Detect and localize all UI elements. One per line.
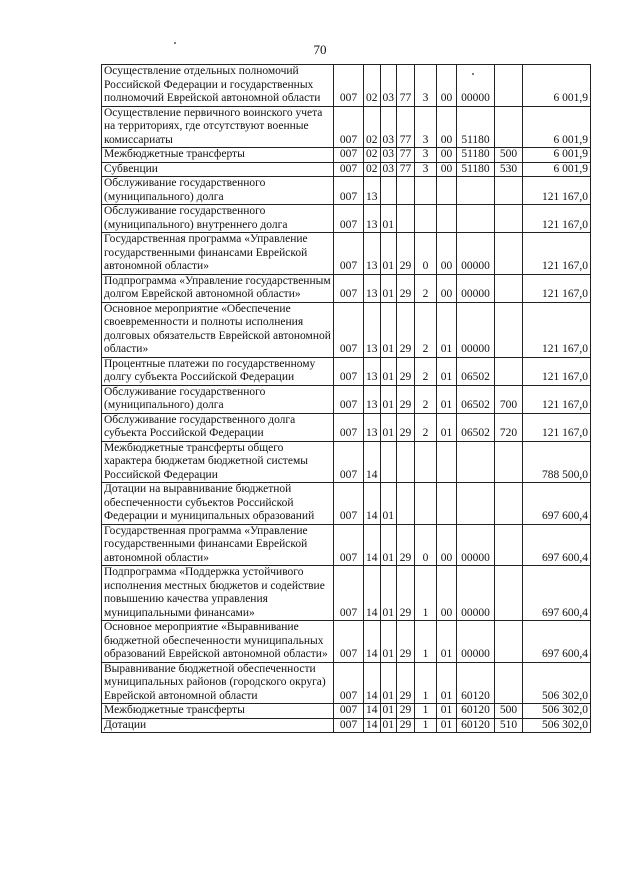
table-row [102, 718, 591, 733]
section-code-cell: 14 [364, 524, 381, 566]
subsection-code-cell: 03 [380, 148, 397, 163]
expense-type-code-cell [495, 233, 523, 275]
ministry-code-cell: 007 [334, 274, 364, 302]
ministry-code-cell: 007 [334, 621, 364, 663]
subsection-code-cell: 01 [380, 566, 397, 621]
table-row [102, 274, 591, 302]
section-code-cell: 14 [364, 704, 381, 719]
direction-code-cell: 00000 [457, 524, 495, 566]
row-name-cell: Основное мероприятие «Выравнивание бюджетной обеспеченности муниципальных образований Еврейской автономной области» [102, 621, 334, 663]
row-name-cell: Подпрограмма «Управление государственным долгом Еврейской автономной области» [102, 274, 334, 302]
ministry-code-cell: 007 [334, 704, 364, 719]
subprogram-code-cell: 1 [415, 566, 437, 621]
subprogram-code-cell [415, 205, 437, 233]
amount-cell: 506 302,0 [523, 662, 591, 704]
ministry-code-cell: 007 [334, 483, 364, 525]
program-code-cell: 29 [397, 233, 415, 275]
section-code-cell: 13 [364, 357, 381, 385]
section-code-cell: 13 [364, 302, 381, 357]
table-row [102, 662, 591, 704]
program-code-cell: 29 [397, 718, 415, 733]
program-code-cell: 29 [397, 621, 415, 663]
section-code-cell: 13 [364, 274, 381, 302]
activity-code-cell: 01 [437, 357, 457, 385]
page-number: 70 [313, 42, 327, 57]
program-code-cell: 29 [397, 704, 415, 719]
activity-code-cell: 00 [437, 106, 457, 148]
direction-code-cell: 51180 [457, 148, 495, 163]
activity-code-cell: 00 [437, 162, 457, 177]
row-name-cell: Обслуживание государственного долга субъекта Российской Федерации [102, 413, 334, 441]
activity-code-cell [437, 205, 457, 233]
ministry-code-cell: 007 [334, 718, 364, 733]
subprogram-code-cell: 1 [415, 621, 437, 663]
subsection-code-cell: 01 [380, 662, 397, 704]
subprogram-code-cell [415, 441, 437, 483]
subprogram-code-cell: 3 [415, 148, 437, 163]
subsection-code-cell: 01 [380, 385, 397, 413]
activity-code-cell: 00 [437, 65, 457, 107]
table-row [102, 148, 591, 163]
amount-cell: 6 001,9 [523, 162, 591, 177]
section-code-cell: 13 [364, 233, 381, 275]
table-row [102, 233, 591, 275]
ministry-code-cell: 007 [334, 148, 364, 163]
expense-type-code-cell [495, 274, 523, 302]
amount-cell: 121 167,0 [523, 302, 591, 357]
direction-code-cell [457, 205, 495, 233]
expense-type-code-cell [495, 106, 523, 148]
row-name-cell: Выравнивание бюджетной обеспеченности муниципальных районов (городского округа) Еврейской автономной области [102, 662, 334, 704]
ministry-code-cell: 007 [334, 662, 364, 704]
program-code-cell [397, 177, 415, 205]
ministry-code-cell: 007 [334, 162, 364, 177]
table-row [102, 205, 591, 233]
ministry-code-cell: 007 [334, 106, 364, 148]
activity-code-cell: 00 [437, 566, 457, 621]
section-code-cell: 13 [364, 205, 381, 233]
direction-code-cell: 00000 [457, 302, 495, 357]
table-row [102, 566, 591, 621]
program-code-cell: 77 [397, 162, 415, 177]
table-row [102, 177, 591, 205]
amount-cell: 697 600,4 [523, 483, 591, 525]
activity-code-cell: 00 [437, 524, 457, 566]
expense-type-code-cell [495, 205, 523, 233]
activity-code-cell: 01 [437, 704, 457, 719]
expense-type-code-cell [495, 566, 523, 621]
activity-code-cell [437, 441, 457, 483]
table-row [102, 106, 591, 148]
table-row [102, 65, 591, 107]
amount-cell: 121 167,0 [523, 413, 591, 441]
subsection-code-cell: 01 [380, 621, 397, 663]
subsection-code-cell: 01 [380, 483, 397, 525]
subprogram-code-cell: 1 [415, 662, 437, 704]
activity-code-cell: 01 [437, 413, 457, 441]
ministry-code-cell: 007 [334, 441, 364, 483]
ministry-code-cell: 007 [334, 177, 364, 205]
section-code-cell: 02 [364, 148, 381, 163]
program-code-cell: 29 [397, 302, 415, 357]
direction-code-cell: 00000 [457, 65, 495, 107]
direction-code-cell: 06502 [457, 413, 495, 441]
subprogram-code-cell: 3 [415, 162, 437, 177]
amount-cell: 506 302,0 [523, 704, 591, 719]
row-name-cell: Процентные платежи по государственному долгу субъекта Российской Федерации [102, 357, 334, 385]
subsection-code-cell: 01 [380, 274, 397, 302]
subprogram-code-cell [415, 483, 437, 525]
section-code-cell: 13 [364, 177, 381, 205]
subprogram-code-cell: 3 [415, 65, 437, 107]
direction-code-cell: 00000 [457, 566, 495, 621]
section-code-cell: 02 [364, 162, 381, 177]
direction-code-cell: 00000 [457, 621, 495, 663]
expense-type-code-cell [495, 441, 523, 483]
activity-code-cell [437, 177, 457, 205]
ministry-code-cell: 007 [334, 413, 364, 441]
row-name-cell: Основное мероприятие «Обеспечение своевременности и полноты исполнения долговых обязательств Еврейской автономной области» [102, 302, 334, 357]
row-name-cell: Обслуживание государственного (муниципального) долга [102, 177, 334, 205]
expense-type-code-cell: 700 [495, 385, 523, 413]
program-code-cell: 29 [397, 385, 415, 413]
row-name-cell: Государственная программа «Управление государственными финансами Еврейской автономной области» [102, 524, 334, 566]
expense-type-code-cell: 510 [495, 718, 523, 733]
program-code-cell: 29 [397, 413, 415, 441]
subsection-code-cell: 03 [380, 162, 397, 177]
program-code-cell: 77 [397, 65, 415, 107]
subprogram-code-cell: 1 [415, 704, 437, 719]
expense-type-code-cell [495, 65, 523, 107]
ministry-code-cell: 007 [334, 233, 364, 275]
amount-cell: 6 001,9 [523, 65, 591, 107]
table-row [102, 302, 591, 357]
activity-code-cell [437, 483, 457, 525]
section-code-cell: 14 [364, 718, 381, 733]
section-code-cell: 14 [364, 566, 381, 621]
row-name-cell: Субвенции [102, 162, 334, 177]
subprogram-code-cell [415, 177, 437, 205]
program-code-cell: 29 [397, 524, 415, 566]
amount-cell: 697 600,4 [523, 621, 591, 663]
ministry-code-cell: 007 [334, 524, 364, 566]
row-name-cell: Осуществление первичного воинского учета на территориях, где отсутствуют военные комиссариаты [102, 106, 334, 148]
subsection-code-cell: 01 [380, 233, 397, 275]
program-code-cell [397, 441, 415, 483]
subprogram-code-cell: 2 [415, 385, 437, 413]
activity-code-cell: 00 [437, 233, 457, 275]
section-code-cell: 13 [364, 385, 381, 413]
direction-code-cell [457, 441, 495, 483]
row-name-cell: Межбюджетные трансферты общего характера бюджетам бюджетной системы Российской Федерации [102, 441, 334, 483]
subprogram-code-cell: 2 [415, 357, 437, 385]
ministry-code-cell: 007 [334, 357, 364, 385]
amount-cell: 6 001,9 [523, 106, 591, 148]
budget-table [101, 64, 591, 733]
expense-type-code-cell: 720 [495, 413, 523, 441]
amount-cell: 697 600,4 [523, 524, 591, 566]
direction-code-cell: 60120 [457, 718, 495, 733]
ministry-code-cell: 007 [334, 205, 364, 233]
program-code-cell: 29 [397, 566, 415, 621]
row-name-cell: Дотации на выравнивание бюджетной обеспеченности субъектов Российской Федерации и муниципальных образований [102, 483, 334, 525]
ministry-code-cell: 007 [334, 302, 364, 357]
activity-code-cell: 01 [437, 662, 457, 704]
subsection-code-cell: 01 [380, 413, 397, 441]
ministry-code-cell: 007 [334, 566, 364, 621]
scan-speck [174, 42, 176, 44]
amount-cell: 506 302,0 [523, 718, 591, 733]
subsection-code-cell: 01 [380, 718, 397, 733]
amount-cell: 788 500,0 [523, 441, 591, 483]
subsection-code-cell: 01 [380, 357, 397, 385]
amount-cell: 121 167,0 [523, 274, 591, 302]
subsection-code-cell [380, 177, 397, 205]
expense-type-code-cell [495, 177, 523, 205]
direction-code-cell: 00000 [457, 233, 495, 275]
amount-cell: 121 167,0 [523, 357, 591, 385]
expense-type-code-cell [495, 621, 523, 663]
row-name-cell: Обслуживание государственного (муниципального) внутреннего долга [102, 205, 334, 233]
table-body [102, 65, 591, 733]
ministry-code-cell: 007 [334, 65, 364, 107]
expense-type-code-cell [495, 357, 523, 385]
section-code-cell: 02 [364, 65, 381, 107]
subsection-code-cell: 01 [380, 205, 397, 233]
row-name-cell: Обслуживание государственного (муниципального) долга [102, 385, 334, 413]
table-row [102, 162, 591, 177]
expense-type-code-cell [495, 483, 523, 525]
amount-cell: 697 600,4 [523, 566, 591, 621]
row-name-cell: Дотации [102, 718, 334, 733]
subprogram-code-cell: 2 [415, 274, 437, 302]
table-row [102, 483, 591, 525]
expense-type-code-cell: 500 [495, 148, 523, 163]
direction-code-cell: 51180 [457, 106, 495, 148]
row-name-cell: Подпрограмма «Поддержка устойчивого исполнения местных бюджетов и содействие повышению качества управления муниципальными финансами» [102, 566, 334, 621]
amount-cell: 121 167,0 [523, 233, 591, 275]
direction-code-cell: 60120 [457, 704, 495, 719]
subprogram-code-cell: 1 [415, 718, 437, 733]
row-name-cell: Межбюджетные трансферты [102, 704, 334, 719]
direction-code-cell: 06502 [457, 385, 495, 413]
subsection-code-cell: 03 [380, 106, 397, 148]
section-code-cell: 02 [364, 106, 381, 148]
direction-code-cell: 51180 [457, 162, 495, 177]
section-code-cell: 14 [364, 662, 381, 704]
table-row [102, 413, 591, 441]
activity-code-cell: 01 [437, 621, 457, 663]
section-code-cell: 14 [364, 621, 381, 663]
amount-cell: 121 167,0 [523, 205, 591, 233]
activity-code-cell: 00 [437, 274, 457, 302]
table-row [102, 704, 591, 719]
amount-cell: 121 167,0 [523, 177, 591, 205]
ministry-code-cell: 007 [334, 385, 364, 413]
expense-type-code-cell [495, 662, 523, 704]
table-row [102, 621, 591, 663]
direction-code-cell: 60120 [457, 662, 495, 704]
program-code-cell [397, 483, 415, 525]
program-code-cell: 29 [397, 662, 415, 704]
expense-type-code-cell: 500 [495, 704, 523, 719]
row-name-cell: Осуществление отдельных полномочий Российской Федерации и государственных полномочий Еврейской автономной области [102, 65, 334, 107]
subsection-code-cell: 01 [380, 704, 397, 719]
subprogram-code-cell: 2 [415, 302, 437, 357]
amount-cell: 6 001,9 [523, 148, 591, 163]
row-name-cell: Межбюджетные трансферты [102, 148, 334, 163]
subsection-code-cell: 01 [380, 302, 397, 357]
activity-code-cell: 00 [437, 148, 457, 163]
row-name-cell: Государственная программа «Управление государственными финансами Еврейской автономной области» [102, 233, 334, 275]
table-row [102, 524, 591, 566]
activity-code-cell: 01 [437, 718, 457, 733]
subprogram-code-cell: 3 [415, 106, 437, 148]
table-row [102, 357, 591, 385]
direction-code-cell [457, 177, 495, 205]
section-code-cell: 13 [364, 413, 381, 441]
section-code-cell: 14 [364, 483, 381, 525]
program-code-cell [397, 205, 415, 233]
subprogram-code-cell: 0 [415, 233, 437, 275]
subprogram-code-cell: 0 [415, 524, 437, 566]
expense-type-code-cell [495, 302, 523, 357]
program-code-cell: 29 [397, 357, 415, 385]
table-row [102, 385, 591, 413]
table-row [102, 441, 591, 483]
program-code-cell: 77 [397, 106, 415, 148]
amount-cell: 121 167,0 [523, 385, 591, 413]
section-code-cell: 14 [364, 441, 381, 483]
direction-code-cell [457, 483, 495, 525]
subsection-code-cell: 01 [380, 524, 397, 566]
activity-code-cell: 01 [437, 385, 457, 413]
direction-code-cell: 00000 [457, 274, 495, 302]
subsection-code-cell: 03 [380, 65, 397, 107]
expense-type-code-cell: 530 [495, 162, 523, 177]
expense-type-code-cell [495, 524, 523, 566]
program-code-cell: 29 [397, 274, 415, 302]
direction-code-cell: 06502 [457, 357, 495, 385]
subsection-code-cell [380, 441, 397, 483]
program-code-cell: 77 [397, 148, 415, 163]
activity-code-cell: 01 [437, 302, 457, 357]
subprogram-code-cell: 2 [415, 413, 437, 441]
